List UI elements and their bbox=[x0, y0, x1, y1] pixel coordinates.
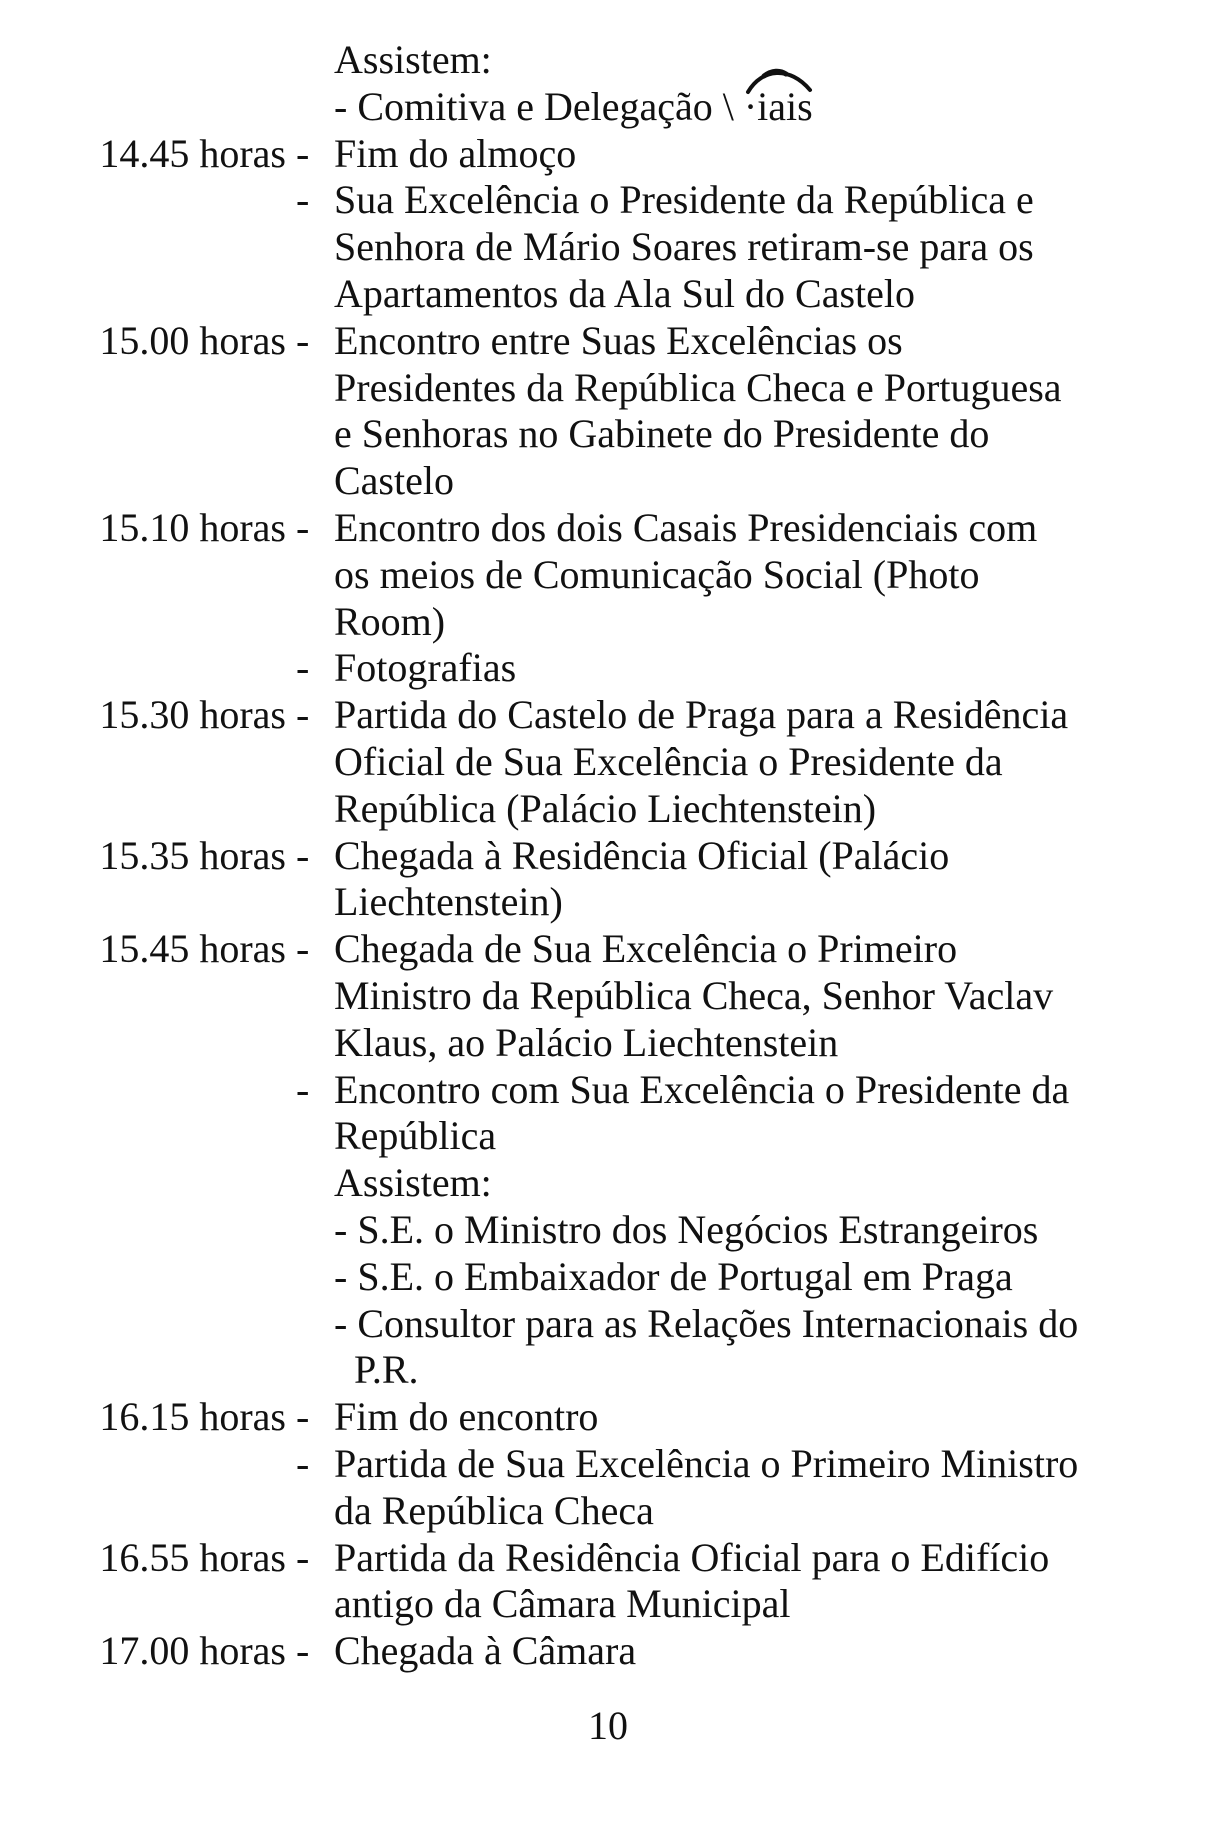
schedule-line bbox=[0, 130, 1216, 178]
schedule-line bbox=[0, 1346, 1216, 1394]
schedule-time: 15.10 horas bbox=[99, 505, 286, 550]
schedule-line bbox=[0, 36, 1216, 84]
schedule-dash: - bbox=[296, 1534, 310, 1580]
schedule-line bbox=[0, 1580, 1216, 1628]
schedule-line bbox=[0, 1206, 1216, 1254]
schedule-line bbox=[0, 925, 1216, 973]
schedule-time: 15.00 horas bbox=[99, 317, 286, 363]
schedule-text: Sua Excelência o Presidente da República e bbox=[334, 177, 1034, 223]
schedule-line bbox=[0, 1300, 1216, 1348]
schedule-line bbox=[0, 1253, 1216, 1301]
schedule-text: e Senhoras no Gabinete do Presidente do bbox=[334, 411, 990, 457]
schedule-text: Encontro dos dois Casais Presidenciais com bbox=[334, 505, 1038, 550]
schedule-text: Room) bbox=[334, 598, 446, 644]
schedule-line bbox=[0, 410, 1216, 458]
schedule-line bbox=[0, 832, 1216, 880]
schedule-line bbox=[0, 785, 1216, 833]
schedule-text: P.R. bbox=[354, 1347, 419, 1393]
schedule-text: Apartamentos da Ala Sul do Castelo bbox=[334, 271, 916, 316]
schedule-time: 15.30 horas bbox=[99, 692, 286, 738]
schedule-text: Partida de Sua Excelência o Primeiro Ministro bbox=[334, 1441, 1079, 1486]
page-number: 10 bbox=[588, 1703, 628, 1748]
schedule-dash: - bbox=[296, 645, 310, 691]
schedule-text: Ministro da República Checa, Senhor Vaclav bbox=[334, 973, 1054, 1018]
schedule-text: Senhora de Mário Soares retiram-se para os bbox=[334, 224, 1034, 270]
schedule-text: Castelo bbox=[334, 458, 454, 504]
schedule-dash: - bbox=[296, 177, 310, 223]
schedule-line bbox=[0, 1487, 1216, 1535]
schedule-text: da República Checa bbox=[334, 1487, 654, 1533]
schedule-dash: - bbox=[296, 926, 310, 972]
schedule-dash: - bbox=[296, 1394, 310, 1440]
schedule-text: - Consultor para as Relações Internacionais do bbox=[334, 1300, 1079, 1346]
schedule-line bbox=[0, 504, 1216, 552]
schedule-line bbox=[0, 1112, 1216, 1160]
schedule-line bbox=[0, 1440, 1216, 1488]
schedule-time: 16.15 horas bbox=[99, 1394, 286, 1440]
schedule-time: 15.45 horas bbox=[99, 926, 286, 972]
schedule-text: Fim do encontro bbox=[334, 1394, 599, 1440]
schedule-dash: - bbox=[296, 1441, 310, 1486]
schedule-line bbox=[0, 644, 1216, 692]
schedule-dash: - bbox=[296, 505, 310, 550]
schedule-text: Liechtenstein) bbox=[334, 879, 563, 925]
schedule-time: 16.55 horas bbox=[99, 1534, 286, 1580]
schedule-line bbox=[0, 270, 1216, 318]
schedule-text: Partida da Residência Oficial para o Edifício bbox=[334, 1534, 1050, 1580]
schedule-dash: - bbox=[296, 832, 310, 878]
schedule-dash: - bbox=[296, 1628, 310, 1674]
scan-smudge-mark bbox=[742, 62, 816, 102]
schedule-time: 17.00 horas bbox=[99, 1628, 286, 1674]
schedule-line bbox=[0, 223, 1216, 271]
schedule-dash: - bbox=[296, 130, 310, 176]
schedule-text: Encontro entre Suas Excelências os bbox=[334, 317, 903, 363]
schedule-text: República bbox=[334, 1113, 497, 1159]
schedule-line bbox=[0, 598, 1216, 646]
schedule-dash: - bbox=[296, 317, 310, 363]
schedule-line bbox=[0, 1534, 1216, 1582]
schedule-text: Fotografias bbox=[334, 645, 517, 691]
schedule-text: antigo da Câmara Municipal bbox=[334, 1581, 791, 1627]
schedule-text: Partida do Castelo de Praga para a Residência bbox=[334, 692, 1069, 738]
schedule-text: Assistem: bbox=[334, 37, 492, 82]
schedule-line bbox=[0, 972, 1216, 1020]
schedule-line bbox=[0, 317, 1216, 365]
schedule-text: Oficial de Sua Excelência o Presidente da bbox=[334, 739, 1003, 784]
schedule-text: - S.E. o Ministro dos Negócios Estrangeiros bbox=[334, 1207, 1039, 1252]
schedule-line bbox=[0, 1066, 1216, 1114]
schedule-line bbox=[0, 1159, 1216, 1207]
schedule-text: os meios de Comunicação Social (Photo bbox=[334, 551, 980, 597]
schedule-time: 15.35 horas bbox=[99, 832, 286, 878]
schedule-text: República (Palácio Liechtenstein) bbox=[334, 785, 877, 831]
schedule-dash: - bbox=[296, 692, 310, 738]
schedule-text: - Comitiva e Delegação \ ·iais bbox=[334, 83, 813, 129]
schedule-line bbox=[0, 1627, 1216, 1675]
schedule-line bbox=[0, 878, 1216, 926]
schedule-line bbox=[0, 176, 1216, 224]
schedule-text: Klaus, ao Palácio Liechtenstein bbox=[334, 1019, 839, 1065]
schedule-line bbox=[0, 83, 1216, 131]
schedule-text: - S.E. o Embaixador de Portugal em Praga bbox=[334, 1253, 1013, 1299]
schedule-text: Encontro com Sua Excelência o Presidente da bbox=[334, 1066, 1070, 1112]
schedule-text: Chegada à Câmara bbox=[334, 1628, 637, 1674]
schedule-line bbox=[0, 457, 1216, 505]
schedule-line bbox=[0, 364, 1216, 412]
schedule-line bbox=[0, 691, 1216, 739]
schedule-line bbox=[0, 1393, 1216, 1441]
schedule-line bbox=[0, 551, 1216, 599]
schedule-text: Chegada à Residência Oficial (Palácio bbox=[334, 832, 950, 878]
schedule-text: Assistem: bbox=[334, 1160, 492, 1206]
schedule-text: Fim do almoço bbox=[334, 130, 577, 176]
schedule-text: Chegada de Sua Excelência o Primeiro bbox=[334, 926, 958, 972]
schedule-text: Presidentes da República Checa e Portuguesa bbox=[334, 364, 1062, 410]
schedule-line bbox=[0, 1019, 1216, 1067]
schedule-line bbox=[0, 738, 1216, 786]
schedule-time: 14.45 horas bbox=[99, 130, 286, 176]
schedule-dash: - bbox=[296, 1066, 310, 1112]
